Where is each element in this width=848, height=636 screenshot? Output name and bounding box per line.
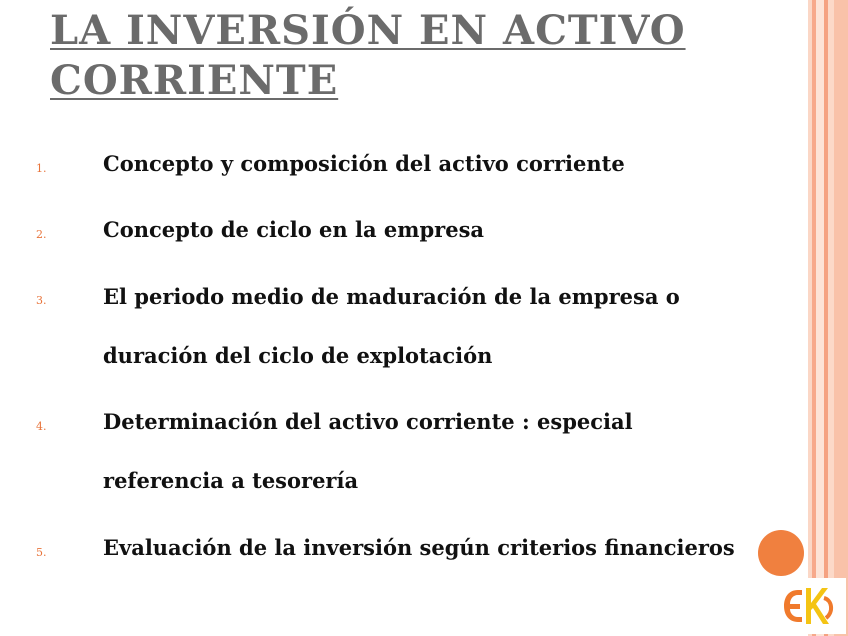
list-item-number: 5. [36,546,47,559]
slide-title-line-1: LA INVERSIÓN EN ACTIVO [50,7,686,54]
decorative-stripe [834,0,848,636]
list-item-text-continued: duración del ciclo de explotación [103,343,493,368]
decorative-stripe [816,0,824,636]
decorative-orange-circle [758,530,804,576]
list-item-number: 4. [36,420,47,433]
list-item-text-continued: referencia a tesorería [103,468,359,493]
slide-title-line-2: CORRIENTE [50,57,339,104]
list-item-number: 1. [36,162,47,175]
list-item-number: 3. [36,294,47,307]
list-item-number: 2. [36,228,47,241]
list-item-text: Evaluación de la inversión según criterios financieros [103,535,735,560]
list-item-text: Concepto y composición del activo corriente [103,151,625,176]
list-item-text: Determinación del activo corriente : especial [103,409,633,434]
list-item-text: Concepto de ciclo en la empresa [103,217,484,242]
logo-icon [776,578,846,634]
list-item-text: El periodo medio de maduración de la empresa o [103,284,680,309]
